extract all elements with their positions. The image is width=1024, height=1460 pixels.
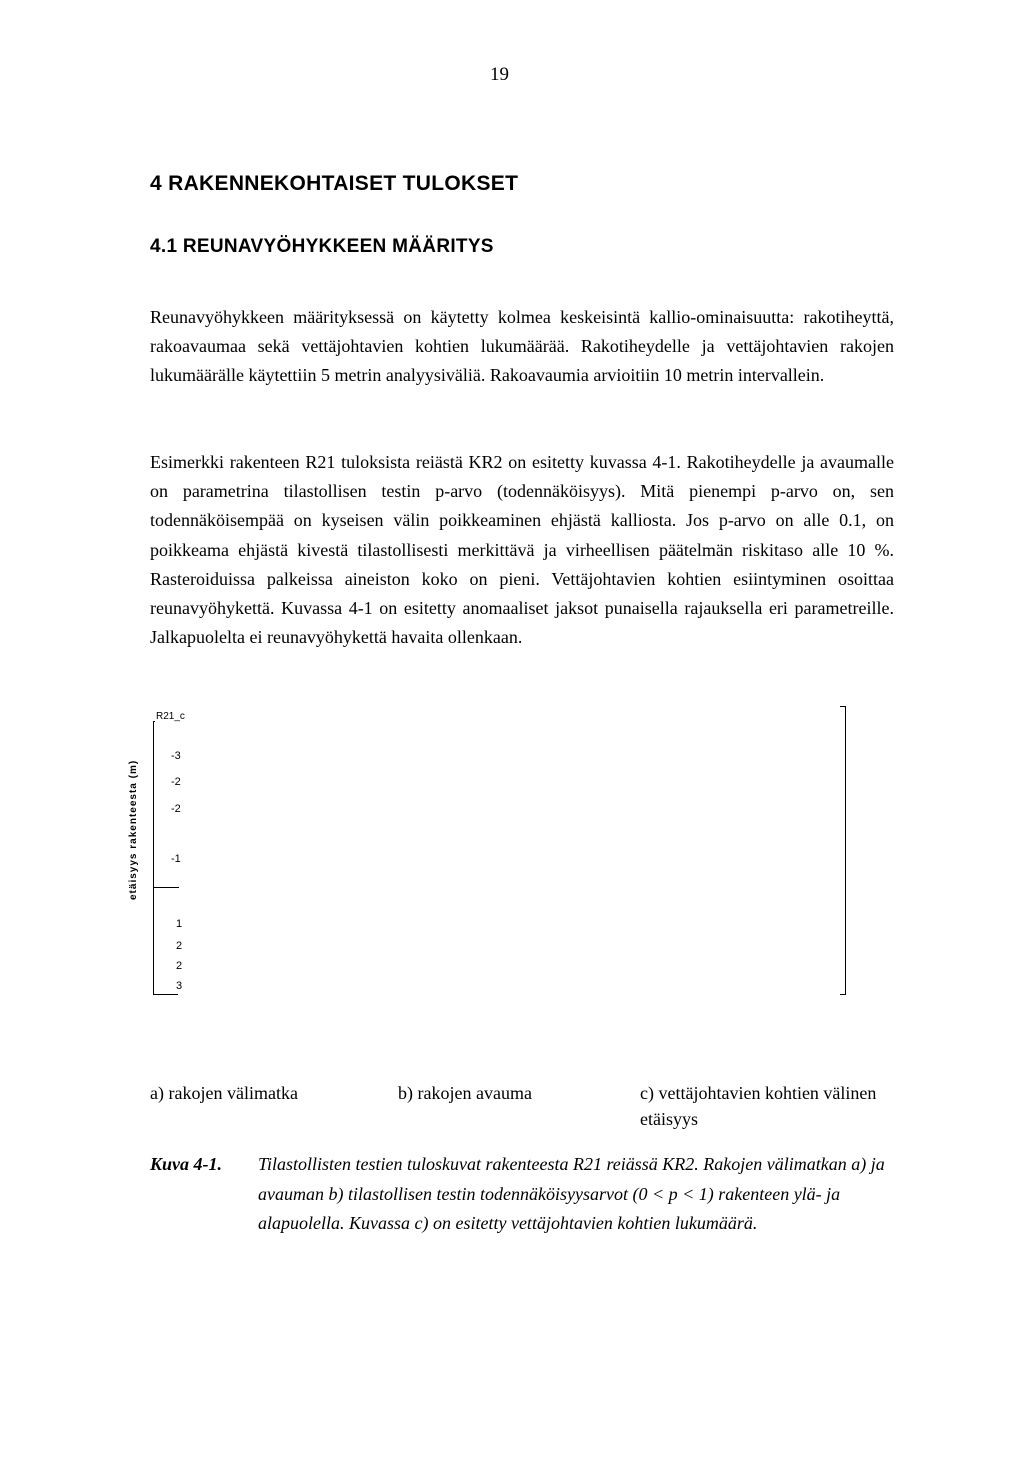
depth-axis-title: etäisyys rakenteesta (m) xyxy=(128,759,139,900)
section-heading: 4 RAKENNEKOHTAISET TULOKSET xyxy=(150,172,519,195)
subsection-heading: 4.1 REUNAVYÖHYKKEEN MÄÄRITYS xyxy=(150,236,494,257)
depth-tick: -3 xyxy=(171,750,181,762)
depth-tick: 2 xyxy=(176,960,183,972)
figure-right-top-tick xyxy=(840,706,846,707)
figure-structure-label: R21_c xyxy=(156,711,185,722)
depth-tick: -2 xyxy=(171,776,181,788)
figure-caption-text: Tilastollisten testien tuloskuvat rakenteesta R21 reiässä KR2. Rakojen välimatkan a) ja avauman b) tilastollisen testin todennäköisyysarvot (0 < p < 1) rakenteen ylä- ja alapuolella. Kuvassa c) on esitetty vettäjohtavien kohtien lukumäärä. xyxy=(258,1154,885,1233)
paragraph-2: Esimerkki rakenteen R21 tuloksista reiästä KR2 on esitetty kuvassa 4-1. Rakotiheydelle ja avaumalle on parametrina tilastollisen testin p-arvo (todennäköisyys). Mitä pienempi p-arvo on, sen todennäköisempää on kyseisen välin poikkeaminen ehjästä kalliosta. Jos p-arvo on alle 0.1, on poikkeama ehjästä kivestä tilastollisesti merkittävä ja virheellisen päätelmän riskitaso alle 10 %. Rasteroiduissa palkeissa aineiston koko on pieni. Vettäjohtavien kohtien esiintyminen osoittaa reunavyöhykettä. Kuvassa 4-1 on esitetty anomaaliset jaksot punaisella rajauksella eri parametreille. Jalkapuolelta ei reunavyöhykettä havaita ollenkaan. xyxy=(150,452,894,648)
depth-tick: 3 xyxy=(176,980,183,992)
panel-caption-c: c) vettäjohtavien kohtien välinen etäisyys xyxy=(640,1083,877,1129)
figure-right-bottom-tick xyxy=(840,994,846,995)
paragraph-1: Reunavyöhykkeen määrityksessä on käytetty kolmea keskeisintä kallio-ominaisuutta: rakotiheyttä, rakoavaumaa sekä vettäjohtavien kohtien lukumäärää. Rakotiheydelle ja vettäjohtavien rakojen lukumäärälle käytettiin 5 metrin analyysiväliä. Rakoavaumia arvioitiin 10 metrin intervallein. xyxy=(150,307,894,386)
panel-caption-b: b) rakojen avauma xyxy=(398,1083,532,1103)
page-number: 19 xyxy=(490,64,509,85)
depth-tick: 2 xyxy=(176,940,183,952)
depth-tick: -2 xyxy=(171,803,181,815)
panel-caption-a: a) rakojen välimatka xyxy=(150,1083,298,1103)
depth-axis-frame-bottom xyxy=(153,994,178,995)
figure-right-edge xyxy=(845,706,846,994)
depth-tick: 1 xyxy=(176,918,183,930)
depth-tick: -1 xyxy=(171,853,181,865)
figure-caption-label: Kuva 4-1. xyxy=(150,1154,222,1174)
